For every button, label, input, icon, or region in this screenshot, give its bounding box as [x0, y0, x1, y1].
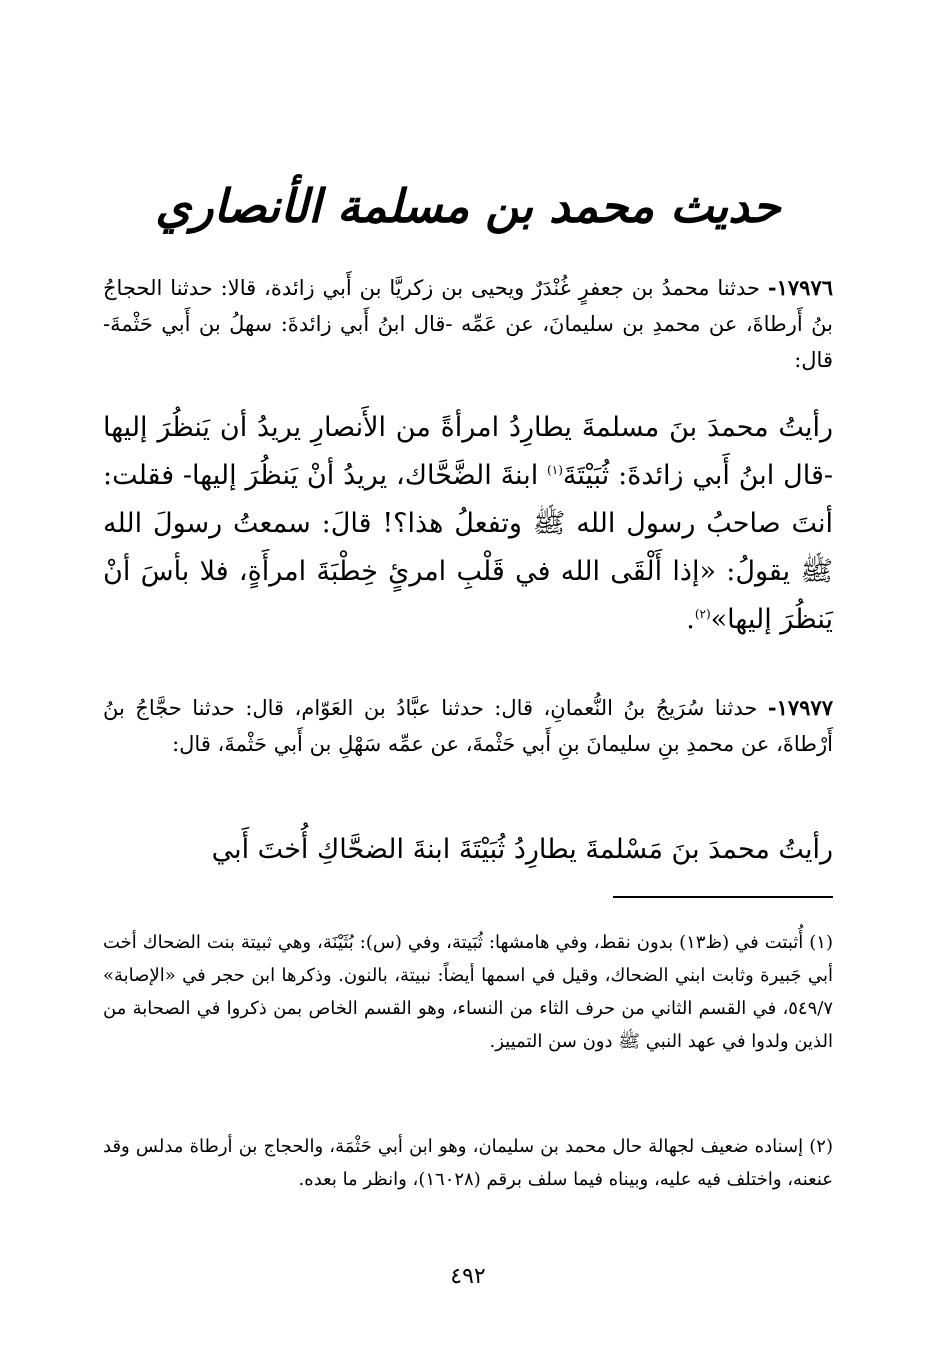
- hadith-17976-isnad: [103, 270, 833, 378]
- footnote-ref-2[interactable]: (٢): [694, 607, 711, 621]
- isnad-text: حدثنا محمدُ بن جعفرٍ غُنْدَرٌ ويحيى بن زكريَّا بن أَبي زائدة، قالا: حدثنا الحجاجُ بنُ أَرطاةَ، عن محمدِ بن سليمانَ، عن عَمِّه -قال ابنُ أَبي زائدةَ: سهلُ بن أَبي حَثْمةَ- قال:: [103, 276, 833, 372]
- footnote-1: (١) أُثبتت في (ظ١٣) بدون نقط، وفي هامشها: ثُبَيتة، وفي (س): بُثَيْنَة، وهي ثبيتة بنت الضحاك أخت أبي جَبيرة وثابت ابني الضحاك، وقيل في اسمها أيضاً: نبيتة، بالنون. وذكرها ابن حجر في «الإصابة» ٥٤٩/٧، في القسم الثاني من حرف الثاء من النساء، وهو القسم الخاص بمن ذكروا في الصحابة من الذين ولدوا في عهد النبي ﷺ دون سن التمييز.: [103, 932, 833, 1052]
- matn-text-part-2: ابنةَ الضَّحَّاك، يريدُ أنْ يَنظُرَ إليها- فقلت: أنتَ صاحبُ رسول الله ﷺ وتفعلُ هذا؟! قالَ: سمعتُ رسولَ الله ﷺ يقولُ: «إذا أَلْقَى الله في قَلْبِ امرئٍ خِطْبَةَ امرأَةٍ، فلا بأسَ أنْ يَنظُرَ إليها»: [103, 460, 833, 635]
- hadith-17976-matn: [103, 404, 833, 644]
- isnad-text: حدثنا سُرَيجُ بنُ النُّعمانِ، قال: حدثنا عبَّادُ بن العَوّام، قال: حدثنا حجَّاجُ بنُ أَرْطاةَ، عن محمدِ بنِ سليمانَ بنِ أَبي حَثْمةَ، عن عمِّه سَهْلِ بن أَبي حَثْمةَ، قال:: [103, 696, 833, 756]
- page-number: ٤٩٢: [450, 1264, 486, 1289]
- hadith-number: ١٧٩٧٧-: [767, 695, 833, 720]
- footnote-separator: [613, 896, 833, 898]
- footnote-2: (٢) إسناده ضعيف لجهالة حال محمد بن سليمان، وهو ابن أبي حَثْمَة، والحجاج بن أرطاة مدلس وقد عنعنه، واختلف فيه عليه، وبيناه فيما سلف برقم (١٦٠٢٨)، وانظر ما بعده.: [103, 1136, 833, 1190]
- matn-text-part-1: رأيتُ محمدَ بنَ مسلمةَ يطارِدُ امرأةً من الأَنصارِ يريدُ أن يَنظُرَ إليها -قال ابنُ أَبي زائدةَ: ثُبَيْتَةَ: [103, 412, 834, 491]
- matn-text: رأيتُ محمدَ بنَ مَسْلمةَ يطارِدُ ثُبَيْتَةَ ابنةَ الضحَّاكِ أُختَ أَبي: [211, 834, 833, 865]
- chapter-title: حديث محمد بن مسلمة الأنصاري: [155, 179, 781, 233]
- hadith-17977-matn: [103, 826, 833, 874]
- book-page: [103, 0, 833, 1371]
- hadith-17977-isnad: [103, 690, 833, 762]
- matn-end: .: [686, 604, 695, 635]
- footnote-ref-1[interactable]: (١): [547, 463, 563, 477]
- hadith-number: ١٧٩٧٦-: [767, 275, 834, 300]
